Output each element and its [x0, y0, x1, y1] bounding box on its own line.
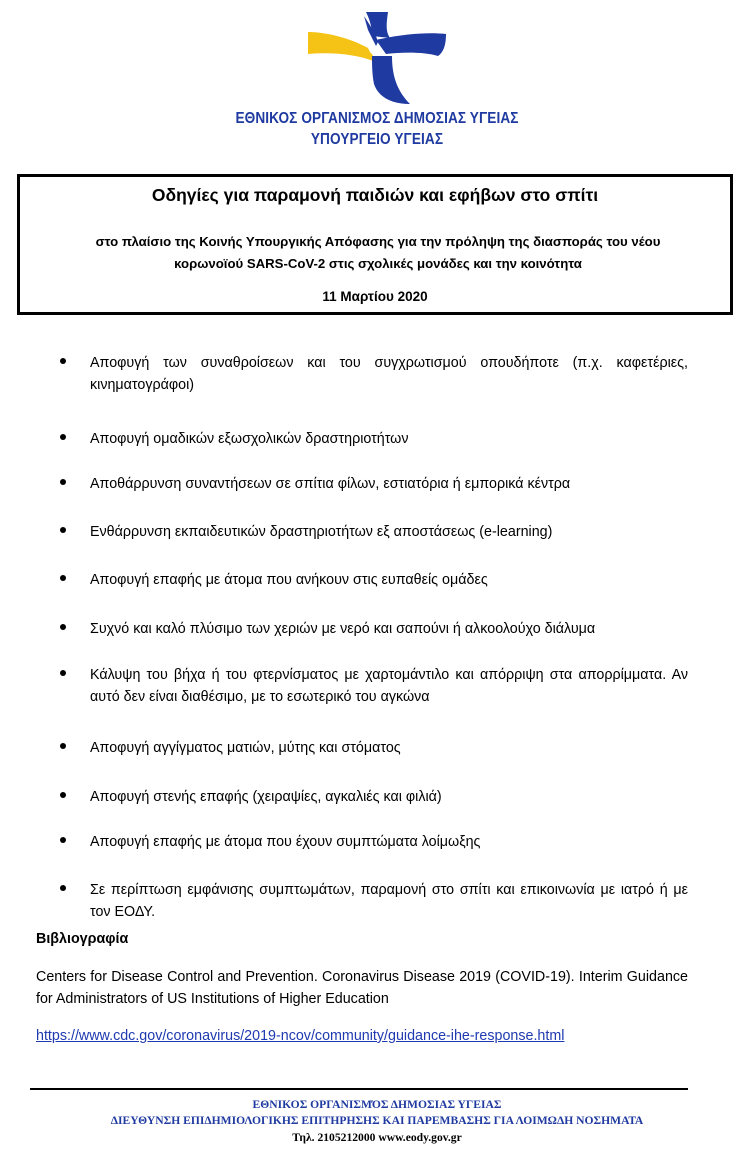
- eody-logo-icon: [306, 12, 448, 106]
- bullet-icon: [60, 527, 66, 533]
- bullet-icon: [60, 743, 66, 749]
- list-item-text: Αποφυγή αγγίγματος ματιών, μύτης και στόματος: [90, 740, 401, 756]
- bullet-icon: [60, 837, 66, 843]
- list-item-text: Αποφυγή επαφής με άτομα που ανήκουν στις ευπαθείς ομάδες: [90, 572, 488, 588]
- bullet-icon: [60, 434, 66, 440]
- document-subtitle: [44, 231, 712, 275]
- list-item-text: Κάλυψη του βήχα ή του φτερνίσματος με χαρτομάντιλο και απόρριψη στα απορρίμματα. Αν αυτό δεν είναι διαθέσιμο, με το εσωτερικό του αγκώνα: [90, 667, 688, 705]
- bibliography-reference: Centers for Disease Control and Prevention. Coronavirus Disease 2019 (COVID-19). Interim Guidance for Administrators of US Institutions of Higher Education: [36, 969, 688, 1007]
- footer-contact: Τηλ. 2105212000 www.eody.gov.gr: [292, 1131, 462, 1144]
- list-item-text: Ενθάρρυνση εκπαιδευτικών δραστηριοτήτων εξ αποστάσεως (e-learning): [90, 524, 553, 540]
- subtitle-line: στο πλαίσιο της Κοινής Υπουργικής Απόφασης για την πρόληψη της διασποράς του νέου: [95, 234, 661, 249]
- title-box: [17, 174, 733, 315]
- list-item-text: Συχνό και καλό πλύσιμο των χεριών με νερό και σαπούνι ή αλκοολούχο διάλυμα: [90, 621, 596, 637]
- bullet-icon: [60, 624, 66, 630]
- list-item-text: Αποφυγή των συναθροίσεων και του συγχρωτισμού οπουδήποτε (π.χ. καφετέριες, κινηματογράφοι): [90, 355, 688, 393]
- bullet-icon: [60, 792, 66, 798]
- list-item-text: Αποφυγή επαφής με άτομα που έχουν συμπτώματα λοίμωξης: [90, 834, 481, 850]
- bullet-icon: [60, 670, 66, 676]
- footer-org-name: ΕΘΝΙΚΟΣ ΟΡΓΑΝΙΣΜΌΣ ΔΗΜΟΣΙΑΣ ΥΓΕΙΑΣ: [252, 1098, 502, 1111]
- bullet-icon: [60, 358, 66, 364]
- ministry-name: ΥΠΟΥΡΓΕΙΟ ΥΓΕΙΑΣ: [310, 131, 444, 148]
- list-item-text: Αποφυγή στενής επαφής (χειραψίες, αγκαλιές και φιλιά): [90, 789, 442, 805]
- list-item-text: Αποθάρρυνση συναντήσεων σε σπίτια φίλων, εστιατόρια ή εμπορικά κέντρα: [90, 476, 571, 492]
- bullet-icon: [60, 885, 66, 891]
- subtitle-line: κορωνοϊού SARS-CoV-2 στις σχολικές μονάδες και την κοινότητα: [174, 256, 582, 271]
- document-date: 11 Μαρτίου 2020: [322, 289, 428, 304]
- org-name: ΕΘΝΙΚΟΣ ΟΡΓΑΝΙΣΜΟΣ ΔΗΜΟΣΙΑΣ ΥΓΕΙΑΣ: [235, 110, 519, 127]
- list-item-text: Σε περίπτωση εμφάνισης συμπτωμάτων, παραμονή στο σπίτι και επικοινωνία με ιατρό ή με τον ΕΟΔΥ.: [90, 882, 688, 920]
- list-item-text: Αποφυγή ομαδικών εξωσχολικών δραστηριοτήτων: [90, 431, 409, 447]
- bibliography-heading: Βιβλιογραφία: [36, 931, 129, 947]
- bullet-icon: [60, 575, 66, 581]
- document-title: Οδηγίες για παραμονή παιδιών και εφήβων στο σπίτι: [151, 185, 599, 205]
- bullet-icon: [60, 479, 66, 485]
- footer-department: ΔΙΕΥΘΥΝΣΗ ΕΠΙΔΗΜΙΟΛΟΓΙΚΗΣ ΕΠΙΤΗΡΗΣΗΣ ΚΑΙ ΠΑΡΕΜΒΑΣΗΣ ΓΙΑ ΛΟΙΜΩΔΗ ΝΟΣΗΜΑΤΑ: [110, 1114, 644, 1127]
- footer-divider: [30, 1088, 688, 1090]
- bibliography-link[interactable]: https://www.cdc.gov/coronavirus/2019-ncov/community/guidance-ihe-response.html: [36, 1028, 565, 1044]
